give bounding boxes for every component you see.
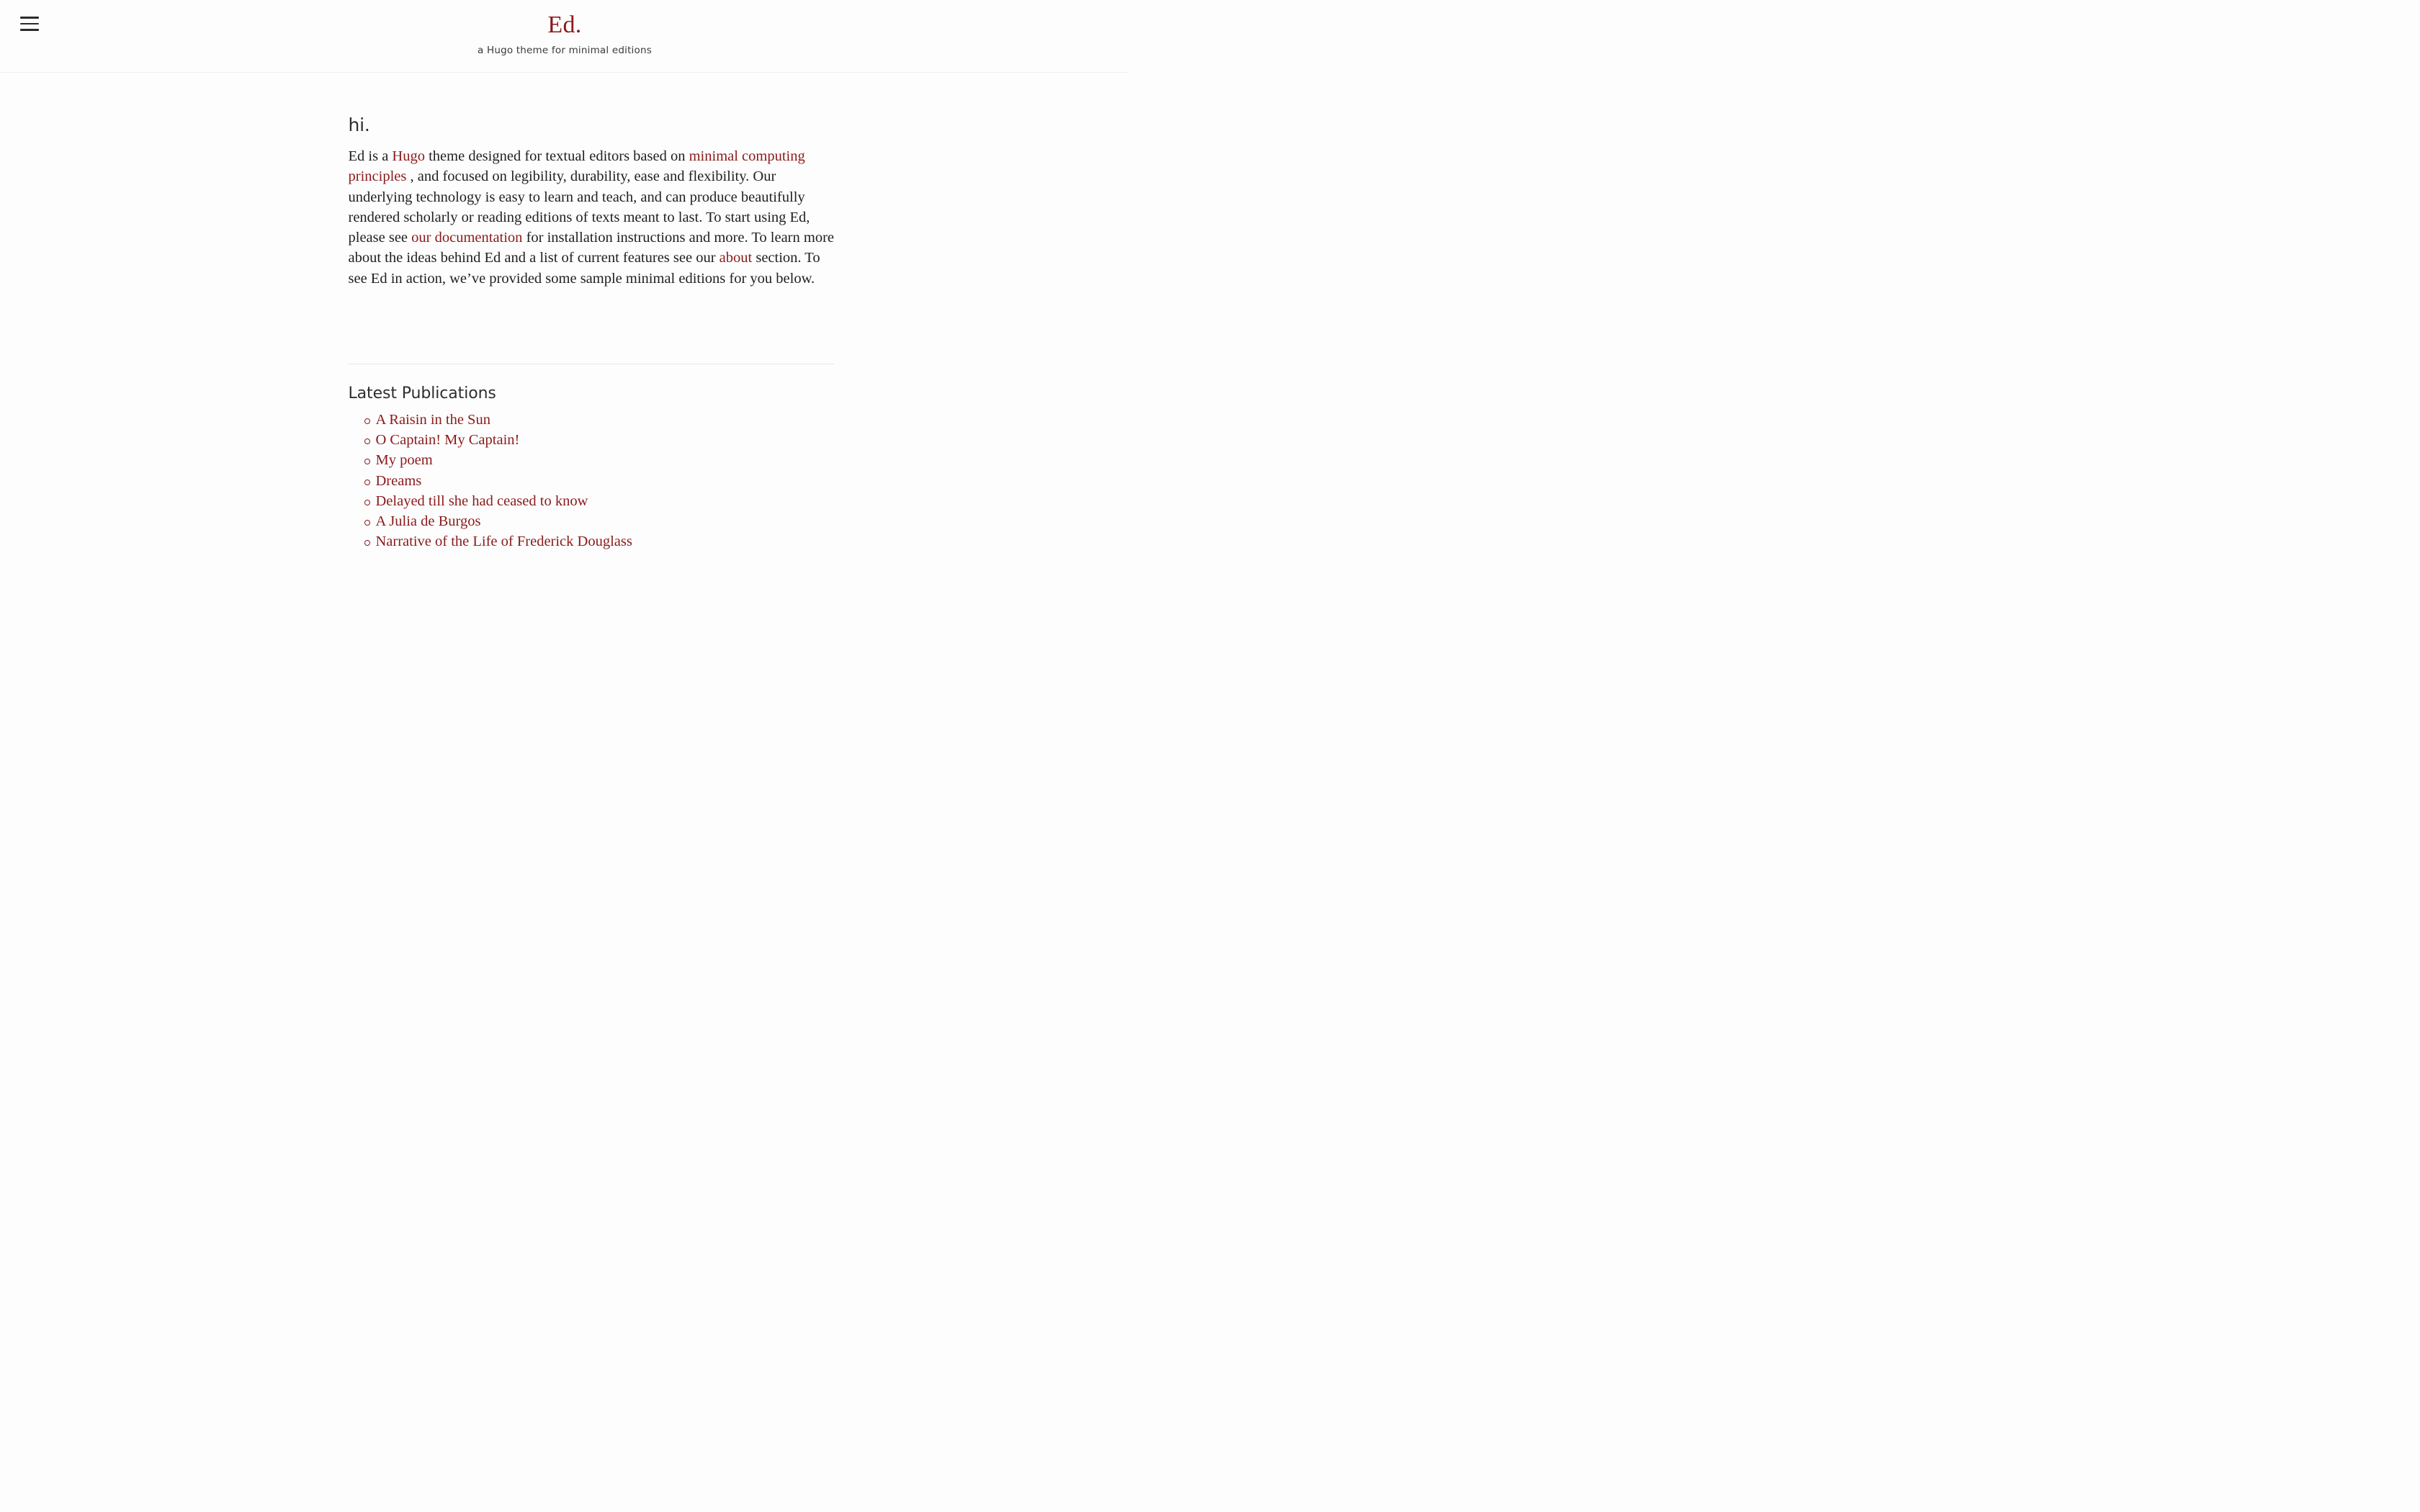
intro-text-5: section. To see Ed in action, we’ve provided some sample minimal editions for you below.	[348, 250, 820, 287]
site-subtitle: a Hugo theme for minimal editions	[478, 45, 652, 56]
site-header	[0, 0, 1129, 73]
latest-publications-heading: Latest Publications	[348, 384, 496, 403]
intro-text-4: for installation instructions and more. To learn more about the ideas behind Ed and a list of current features see our	[348, 230, 835, 266]
link-our-documentation[interactable]: our documentation	[411, 230, 523, 246]
link-minimal-computing-principles[interactable]: minimal computing principles	[348, 148, 805, 185]
menu-bar-2	[20, 23, 39, 25]
publication-link[interactable]: Narrative of the Life of Frederick Douglass	[375, 534, 632, 550]
publication-link[interactable]: Dreams	[375, 472, 422, 489]
site-branding	[0, 0, 1129, 58]
publication-link[interactable]: Delayed till she had ceased to know	[375, 492, 588, 509]
list-item	[376, 450, 835, 470]
list-item	[376, 430, 835, 450]
publications-list	[349, 410, 835, 552]
intro-text-3: , and focused on legibility, durability, ease and flexibility. Our underlying technology is easy to learn and teach, and can produce beautifully rendered scholarly or reading editions of texts meant to last. To start using Ed, please see	[348, 168, 810, 246]
list-item	[376, 471, 835, 491]
site-title[interactable]: Ed.	[547, 12, 582, 38]
main-content	[0, 114, 1129, 552]
hamburger-menu-icon[interactable]	[20, 13, 43, 35]
menu-bar-1	[20, 17, 39, 19]
list-item	[376, 511, 835, 531]
publication-link[interactable]: A Raisin in the Sun	[375, 412, 490, 428]
intro-paragraph	[349, 146, 835, 289]
list-item	[376, 531, 835, 552]
publication-link[interactable]: O Captain! My Captain!	[375, 432, 520, 449]
intro-text-2: theme designed for textual editors based on	[424, 148, 689, 164]
page-title: hi.	[348, 114, 370, 135]
menu-bar-3	[20, 29, 39, 31]
link-about[interactable]: about	[719, 250, 753, 266]
content-wrapper	[349, 114, 835, 552]
intro-text-1: Ed is a	[348, 148, 393, 164]
publication-link[interactable]: My poem	[375, 452, 433, 469]
link-hugo[interactable]: Hugo	[392, 148, 425, 164]
publication-link[interactable]: A Julia de Burgos	[375, 513, 481, 530]
list-item	[376, 491, 835, 511]
list-item	[376, 410, 835, 430]
